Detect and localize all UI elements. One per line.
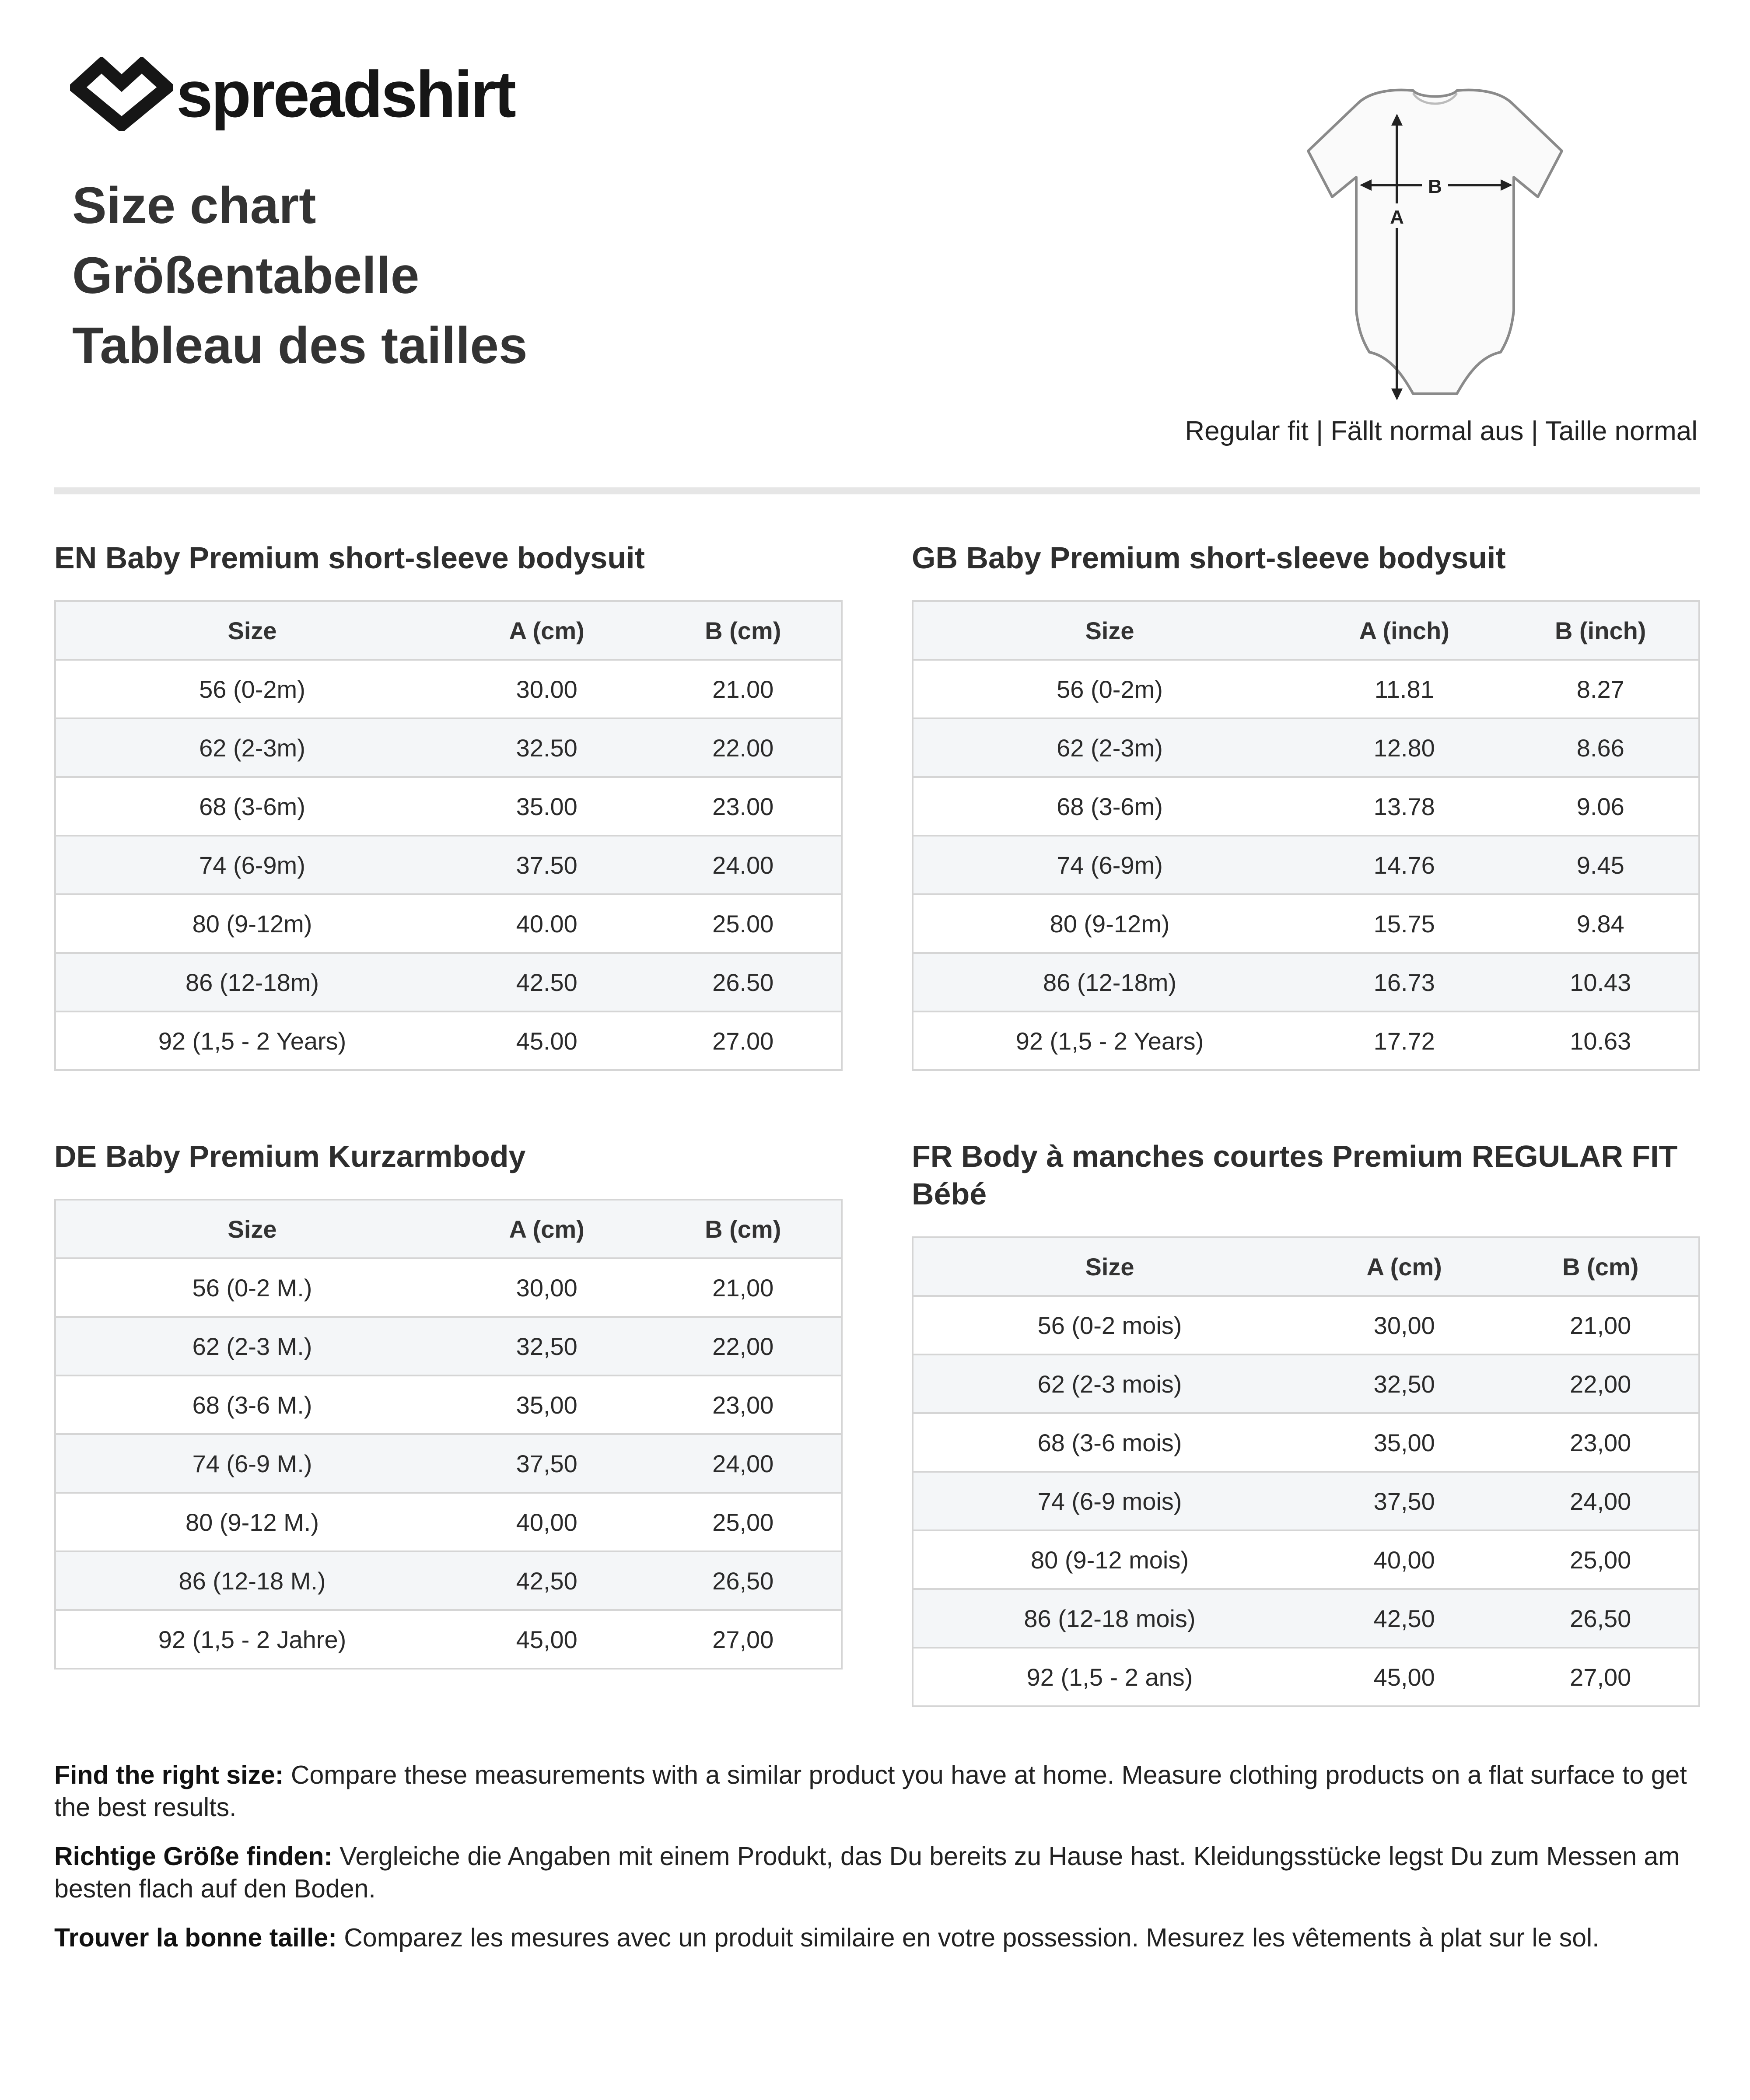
title-de: Größentabelle (72, 247, 420, 304)
cell-size: 80 (9-12 mois) (913, 1530, 1306, 1589)
cell-b: 27.00 (645, 1012, 842, 1070)
header-size: Size (55, 601, 448, 660)
table-row (913, 1413, 1699, 1472)
cell-b: 24,00 (1503, 1472, 1700, 1530)
table-section-en (54, 539, 843, 1071)
cell-b: 8.66 (1503, 718, 1700, 777)
table-row (55, 1376, 842, 1434)
cell-b: 21,00 (1503, 1296, 1700, 1354)
bodysuit-diagram (1269, 72, 1601, 405)
cell-size: 86 (12-18 mois) (913, 1589, 1306, 1648)
cell-a: 11.81 (1306, 660, 1503, 718)
cell-b: 22,00 (645, 1317, 842, 1376)
header-b: B (cm) (645, 601, 842, 660)
cell-size: 56 (0-2m) (55, 660, 448, 718)
cell-size: 74 (6-9m) (55, 836, 448, 894)
table-row (55, 718, 842, 777)
table-row (913, 1530, 1699, 1589)
table-row (913, 660, 1699, 718)
table-title: GB Baby Premium short-sleeve bodysuit (912, 541, 1506, 575)
cell-size: 68 (3-6m) (913, 777, 1306, 836)
cell-a: 30,00 (448, 1258, 645, 1317)
cell-b: 24,00 (645, 1434, 842, 1493)
cell-size: 92 (1,5 - 2 Jahre) (55, 1610, 448, 1669)
table-row (55, 1434, 842, 1493)
brand-name: spreadshirt (176, 57, 514, 131)
cell-size: 62 (2-3m) (55, 718, 448, 777)
cell-a: 35,00 (448, 1376, 645, 1434)
cell-size: 80 (9-12m) (55, 894, 448, 953)
title-en: Size chart (72, 177, 316, 234)
size-notes (54, 1759, 1700, 1970)
bodysuit-outline (1308, 90, 1562, 394)
table-section-de (54, 1138, 843, 1670)
cell-b: 27,00 (1503, 1648, 1700, 1706)
cell-size: 92 (1,5 - 2 ans) (913, 1648, 1306, 1706)
cell-b: 25,00 (1503, 1530, 1700, 1589)
header-a: A (inch) (1306, 601, 1503, 660)
label-a: A (1390, 206, 1404, 228)
cell-a: 37,50 (1306, 1472, 1503, 1530)
table-header-row (55, 1200, 842, 1258)
cell-a: 42,50 (448, 1551, 645, 1610)
table-section-fr (912, 1138, 1700, 1707)
table-row (913, 777, 1699, 836)
heart-logo-icon (70, 57, 173, 131)
cell-size: 74 (6-9 M.) (55, 1434, 448, 1493)
note-label: Find the right size: (54, 1760, 284, 1789)
cell-b: 26,50 (1503, 1589, 1700, 1648)
cell-b: 25.00 (645, 894, 842, 953)
cell-b: 23.00 (645, 777, 842, 836)
divider (54, 487, 1700, 494)
cell-size: 80 (9-12m) (913, 894, 1306, 953)
cell-b: 24.00 (645, 836, 842, 894)
cell-size: 92 (1,5 - 2 Years) (913, 1012, 1306, 1070)
note-label: Trouver la bonne taille: (54, 1923, 337, 1952)
size-table-en (54, 600, 843, 1071)
table-row (913, 718, 1699, 777)
size-table-fr (912, 1236, 1700, 1707)
fit-note: Regular fit | Fällt normal aus | Taille normal (1185, 416, 1698, 446)
note-text: Vergleiche die Angaben mit einem Produkt, das Du bereits zu Hause hast. Kleidungsstücke legst Du zum Messen am besten flach auf den Boden. (54, 1842, 1680, 1903)
cell-b: 8.27 (1503, 660, 1700, 718)
table-row (913, 1354, 1699, 1413)
cell-size: 68 (3-6 M.) (55, 1376, 448, 1434)
header-b: B (inch) (1503, 601, 1700, 660)
cell-b: 10.63 (1503, 1012, 1700, 1070)
cell-b: 23,00 (645, 1376, 842, 1434)
cell-a: 40,00 (448, 1493, 645, 1551)
table-row (55, 660, 842, 718)
table-section-gb (912, 539, 1700, 1071)
header-a: A (cm) (448, 601, 645, 660)
cell-a: 35.00 (448, 777, 645, 836)
size-table-de (54, 1199, 843, 1670)
cell-a: 37,50 (448, 1434, 645, 1493)
table-title: EN Baby Premium short-sleeve bodysuit (54, 541, 645, 575)
table-title: DE Baby Premium Kurzarmbody (54, 1139, 526, 1173)
table-row (913, 953, 1699, 1012)
table-row (55, 1493, 842, 1551)
header-b: B (cm) (645, 1200, 842, 1258)
table-row (55, 1012, 842, 1070)
cell-size: 92 (1,5 - 2 Years) (55, 1012, 448, 1070)
table-header-row (55, 601, 842, 660)
cell-b: 9.06 (1503, 777, 1700, 836)
cell-a: 16.73 (1306, 953, 1503, 1012)
note-de (54, 1840, 1700, 1905)
header-size: Size (913, 601, 1306, 660)
table-row (55, 777, 842, 836)
cell-a: 32,50 (448, 1317, 645, 1376)
cell-a: 17.72 (1306, 1012, 1503, 1070)
table-row (55, 1610, 842, 1669)
cell-a: 15.75 (1306, 894, 1503, 953)
cell-b: 21,00 (645, 1258, 842, 1317)
cell-b: 23,00 (1503, 1413, 1700, 1472)
cell-size: 74 (6-9m) (913, 836, 1306, 894)
table-row (913, 1296, 1699, 1354)
table-row (55, 836, 842, 894)
cell-size: 68 (3-6 mois) (913, 1413, 1306, 1472)
cell-a: 30,00 (1306, 1296, 1503, 1354)
cell-b: 22,00 (1503, 1354, 1700, 1413)
cell-b: 21.00 (645, 660, 842, 718)
cell-a: 42.50 (448, 953, 645, 1012)
note-fr (54, 1922, 1700, 1954)
cell-size: 86 (12-18m) (55, 953, 448, 1012)
title-fr: Tableau des tailles (72, 317, 528, 374)
note-text: Compare these measurements with a similar product you have at home. Measure clothing products on a flat surface to get the best results. (54, 1760, 1687, 1822)
table-header-row (913, 1237, 1699, 1296)
label-b: B (1428, 176, 1442, 197)
cell-a: 14.76 (1306, 836, 1503, 894)
cell-size: 80 (9-12 M.) (55, 1493, 448, 1551)
cell-size: 62 (2-3 M.) (55, 1317, 448, 1376)
cell-size: 86 (12-18m) (913, 953, 1306, 1012)
cell-a: 45.00 (448, 1012, 645, 1070)
table-row (55, 1317, 842, 1376)
note-text: Comparez les mesures avec un produit similaire en votre possession. Mesurez les vêtements à plat sur le sol. (336, 1923, 1600, 1952)
cell-a: 35,00 (1306, 1413, 1503, 1472)
cell-size: 56 (0-2 M.) (55, 1258, 448, 1317)
cell-size: 68 (3-6m) (55, 777, 448, 836)
table-row (913, 836, 1699, 894)
table-row (55, 953, 842, 1012)
cell-a: 42,50 (1306, 1589, 1503, 1648)
cell-a: 37.50 (448, 836, 645, 894)
table-row (55, 1258, 842, 1317)
table-row (55, 1551, 842, 1610)
cell-a: 45,00 (448, 1610, 645, 1669)
note-label: Richtige Größe finden: (54, 1842, 332, 1871)
table-row (913, 1589, 1699, 1648)
header-a: A (cm) (1306, 1237, 1503, 1296)
header-b: B (cm) (1503, 1237, 1700, 1296)
cell-size: 74 (6-9 mois) (913, 1472, 1306, 1530)
size-table-gb (912, 600, 1700, 1071)
table-row (913, 1648, 1699, 1706)
cell-size: 62 (2-3m) (913, 718, 1306, 777)
cell-a: 40,00 (1306, 1530, 1503, 1589)
table-row (913, 1012, 1699, 1070)
cell-b: 10.43 (1503, 953, 1700, 1012)
cell-a: 40.00 (448, 894, 645, 953)
table-title: FR Body à manches courtes Premium REGULAR FIT Bébé (912, 1139, 1678, 1211)
cell-a: 32,50 (1306, 1354, 1503, 1413)
table-row (913, 894, 1699, 953)
cell-a: 30.00 (448, 660, 645, 718)
cell-a: 32.50 (448, 718, 645, 777)
cell-a: 12.80 (1306, 718, 1503, 777)
cell-b: 27,00 (645, 1610, 842, 1669)
cell-size: 62 (2-3 mois) (913, 1354, 1306, 1413)
cell-a: 45,00 (1306, 1648, 1503, 1706)
table-row (913, 1472, 1699, 1530)
header-size: Size (55, 1200, 448, 1258)
table-row (55, 894, 842, 953)
page-titles (72, 171, 528, 381)
cell-b: 25,00 (645, 1493, 842, 1551)
header-size: Size (913, 1237, 1306, 1296)
note-en (54, 1759, 1700, 1824)
cell-size: 56 (0-2m) (913, 660, 1306, 718)
cell-b: 9.45 (1503, 836, 1700, 894)
cell-b: 9.84 (1503, 894, 1700, 953)
brand-logo (70, 57, 514, 131)
header-a: A (cm) (448, 1200, 645, 1258)
cell-b: 22.00 (645, 718, 842, 777)
table-header-row (913, 601, 1699, 660)
cell-size: 56 (0-2 mois) (913, 1296, 1306, 1354)
cell-b: 26,50 (645, 1551, 842, 1610)
cell-b: 26.50 (645, 953, 842, 1012)
cell-a: 13.78 (1306, 777, 1503, 836)
cell-size: 86 (12-18 M.) (55, 1551, 448, 1610)
